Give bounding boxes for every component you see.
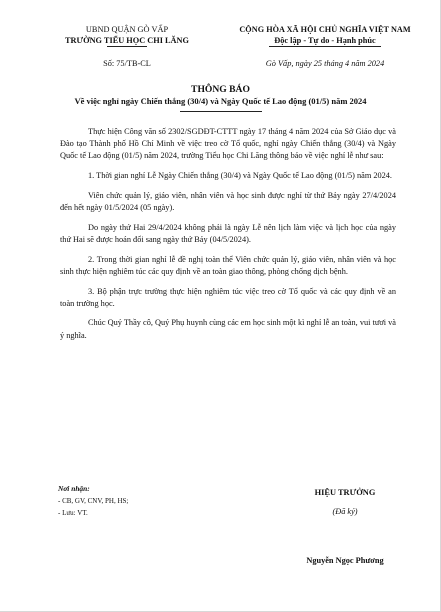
national-heading: [230, 24, 420, 68]
paragraph: 3. Bộ phận trực trường thực hiện nghiêm túc việc treo cờ Tổ quốc và các quy định về an toàn trường học.: [60, 286, 396, 308]
signer-title: HIỆU TRƯỞNG: [314, 488, 376, 497]
org-underline: [107, 46, 147, 47]
document-subtitle: Về việc nghỉ ngày Chiến thắng (30/4) và Ngày Quốc tế Lao động (01/5) năm 2024: [74, 96, 367, 106]
district-name: UBND QUẬN GÒ VẤP: [85, 25, 169, 34]
signer-name: Nguyễn Ngọc Phương: [306, 556, 384, 565]
paragraph: Thực hiện Công văn số 2302/SGDĐT-CTTT ngày 17 tháng 4 năm 2024 của Sở Giáo dục và Đào tạo Thành phố Hồ Chí Minh về việc treo cờ Tổ quốc, nghỉ ngày Chiến thắng (30/4) và Ngày Quốc tế Lao động (01/5) năm 2024, trường Tiểu học Chi Lăng thông báo về việc nghỉ lễ như sau:: [60, 127, 396, 161]
signature-block: [290, 488, 400, 565]
recipient-item: - CB, GV, CNV, PH, HS;: [58, 497, 129, 505]
place-date: Gò Vấp, ngày 25 tháng 4 năm 2024: [265, 59, 385, 68]
paragraph: Chúc Quý Thầy cô, Quý Phụ huynh cùng các em học sinh một kì nghỉ lễ an toàn, vui tươi và ý nghĩa.: [60, 318, 396, 340]
issuing-organization: [52, 24, 202, 68]
paragraph: 1. Thời gian nghỉ Lễ Ngày Chiến thắng (30/4) và Ngày Quốc tế Lao động (01/5) năm 2024.: [88, 171, 393, 181]
paragraph: Viên chức quản lý, giáo viên, nhân viên và học sinh được nghỉ từ thứ Bảy ngày 27/4/2024 đến hết ngày 01/5/2024 (05 ngày).: [60, 190, 396, 213]
nation-motto: Độc lập - Tự do - Hạnh phúc: [274, 36, 376, 45]
paragraph: 2. Trong thời gian nghỉ lễ đề nghị toàn thể Viên chức quản lý, giáo viên, nhân viên và học sinh thực hiện nghiêm túc các quy định về an toàn giao thông, phòng chống dịch bệnh.: [60, 254, 396, 276]
recipients-label: Nơi nhận:: [58, 484, 90, 493]
nation-name: CỘNG HÒA XÃ HỘI CHỦ NGHĨA VIỆT NAM: [239, 25, 411, 34]
recipient-item: - Lưu: VT.: [58, 509, 88, 517]
document-number: Số: 75/TB-CL: [103, 59, 151, 68]
document-title: THÔNG BÁO: [191, 84, 250, 95]
motto-underline: [269, 46, 381, 47]
document-body: [60, 126, 396, 349]
title-underline: [180, 111, 262, 112]
signed-note: (Đã ký): [332, 507, 358, 516]
school-name: TRƯỜNG TIỂU HỌC CHI LĂNG: [64, 36, 189, 45]
paragraph: Do ngày thứ Hai 29/4/2024 không phải là ngày Lễ nên lịch làm việc và lịch học của ngày thứ Hai sẽ được hoán đổi sang ngày thứ Bảy (04/5/2024).: [60, 222, 396, 244]
recipients-block: [58, 483, 218, 519]
